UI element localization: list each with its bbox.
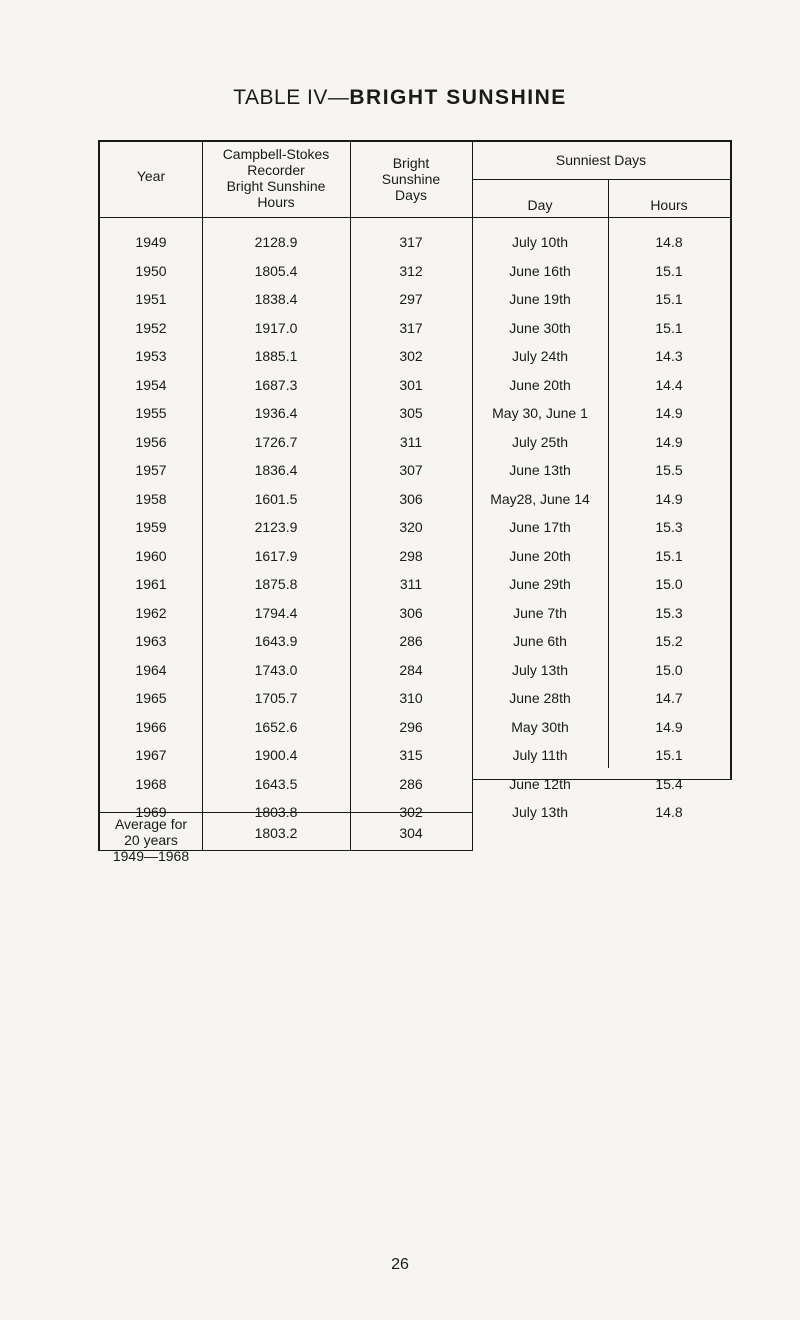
- cell-sunniest-day: June 13th: [509, 462, 571, 478]
- cell-sunshine-days: 311: [399, 576, 423, 592]
- cell-year: 1957: [135, 462, 167, 478]
- cell-sunshine-days: 301: [399, 376, 423, 393]
- cell-sunniest-day: July 13th: [511, 804, 569, 820]
- cell-sunniest-day: June 16th: [509, 262, 571, 279]
- cell-sunshine-days: 312: [399, 262, 423, 279]
- cell-sunshine-days: 311: [399, 433, 423, 450]
- cell-sunshine-hours: 1875.8: [254, 576, 298, 592]
- cell-sunniest-hours: 15.0: [655, 576, 683, 592]
- cell-sunshine-hours: 1617.9: [254, 547, 298, 564]
- cell-year: 1949: [135, 234, 167, 250]
- cell-sunshine-hours: 1743.0: [254, 661, 298, 678]
- cell-sunniest-hours: 15.0: [655, 661, 683, 678]
- cell-sunniest-hours: 14.9: [655, 718, 683, 735]
- cell-year: 1953: [135, 348, 167, 364]
- cell-sunniest-hours: 14.7: [655, 690, 683, 706]
- cell-year: 1964: [135, 661, 167, 678]
- cell-sunniest-day: June 20th: [509, 547, 571, 564]
- cell-sunniest-day: July 10th: [511, 234, 569, 250]
- cell-sunniest-day: June 28th: [509, 690, 571, 706]
- cell-sunniest-hours: 14.9: [655, 433, 683, 450]
- cell-sunniest-hours: 15.5: [655, 462, 683, 478]
- cell-year: 1955: [135, 405, 167, 421]
- header-year: Year: [136, 168, 166, 184]
- cell-year: 1963: [135, 633, 167, 649]
- cell-sunniest-day: June 29th: [509, 576, 571, 592]
- cell-sunniest-day: July 24th: [511, 348, 569, 364]
- cell-sunshine-hours: 1643.9: [254, 633, 298, 649]
- cell-year: 1959: [135, 519, 167, 535]
- cell-sunniest-hours: 15.2: [655, 633, 683, 649]
- cell-sunniest-hours: 14.8: [655, 234, 683, 250]
- cell-year: 1952: [135, 319, 167, 336]
- cell-year: 1967: [135, 747, 167, 763]
- cell-sunshine-hours: 1900.4: [254, 747, 298, 763]
- cell-year: 1951: [135, 291, 167, 307]
- cell-sunshine-days: 305: [399, 405, 423, 421]
- header-bottom-rule: [98, 217, 732, 218]
- cell-year: 1950: [135, 262, 167, 279]
- cell-year: 1962: [135, 604, 167, 621]
- cell-sunshine-hours: 1803.8: [254, 804, 298, 820]
- cell-sunshine-days: 302: [399, 804, 423, 820]
- title-emphasis: BRIGHT SUNSHINE: [349, 86, 567, 109]
- cell-sunshine-days: 317: [399, 234, 423, 250]
- cell-sunniest-day: July 25th: [511, 433, 569, 450]
- table-top-rule: [98, 140, 732, 142]
- cell-sunshine-hours: 1652.6: [254, 718, 298, 735]
- cell-year: 1960: [135, 547, 167, 564]
- cell-sunniest-day: May28, June 14: [490, 490, 590, 507]
- cell-sunniest-hours: 15.1: [655, 262, 683, 279]
- cell-sunniest-hours: 14.3: [655, 348, 683, 364]
- header-campbell-hours: Campbell-Stokes Recorder Bright Sunshine Hours: [222, 146, 330, 210]
- page-title: [0, 86, 800, 110]
- cell-sunshine-days: 317: [399, 319, 423, 336]
- cell-sunshine-days: 315: [399, 747, 423, 763]
- title-prefix: TABLE IV—: [233, 86, 350, 109]
- cell-sunshine-days: 306: [399, 490, 423, 507]
- cell-sunshine-hours: 1643.5: [254, 775, 298, 792]
- cell-sunniest-hours: 14.9: [655, 405, 683, 421]
- header-hours: Hours: [650, 197, 688, 213]
- cell-sunniest-day: June 17th: [509, 519, 571, 535]
- cell-sunshine-days: 320: [399, 519, 423, 535]
- cell-sunshine-days: 310: [399, 690, 423, 706]
- header-bright-days: Bright Sunshine Days: [381, 155, 441, 203]
- cell-sunniest-hours: 14.8: [655, 804, 683, 820]
- cell-sunniest-day: June 19th: [509, 291, 571, 307]
- average-days: 304: [399, 825, 423, 841]
- cell-sunshine-hours: 1705.7: [254, 690, 298, 706]
- cell-sunshine-hours: 1885.1: [254, 348, 298, 364]
- average-hours: 1803.2: [254, 825, 298, 841]
- cell-sunniest-day: June 20th: [509, 376, 571, 393]
- cell-sunniest-day: June 7th: [513, 604, 567, 621]
- header-day: Day: [527, 197, 553, 213]
- cell-sunshine-days: 296: [399, 718, 423, 735]
- cell-sunshine-days: 286: [399, 775, 423, 792]
- page-number: 26: [391, 1256, 409, 1273]
- cell-sunshine-hours: 1805.4: [254, 262, 298, 279]
- cell-sunniest-day: June 30th: [509, 319, 571, 336]
- cell-sunniest-day: June 6th: [513, 633, 567, 649]
- cell-sunshine-hours: 2123.9: [254, 519, 298, 535]
- cell-sunniest-day: May 30, June 1: [492, 405, 588, 421]
- cell-year: 1965: [135, 690, 167, 706]
- cell-sunshine-days: 307: [399, 462, 423, 478]
- cell-sunshine-hours: 2128.9: [254, 234, 298, 250]
- cell-sunniest-hours: 15.1: [655, 547, 683, 564]
- cell-sunshine-days: 302: [399, 348, 423, 364]
- cell-sunniest-hours: 15.1: [655, 747, 683, 763]
- cell-sunshine-days: 306: [399, 604, 423, 621]
- average-label: Average for 20 years 1949—1968: [112, 816, 190, 864]
- cell-year: 1954: [135, 376, 167, 393]
- cell-sunshine-days: 286: [399, 633, 423, 649]
- cell-sunshine-days: 284: [399, 661, 423, 678]
- sunshine-table: [98, 140, 732, 864]
- cell-year: 1956: [135, 433, 167, 450]
- cell-sunshine-hours: 1726.7: [254, 433, 298, 450]
- cell-sunshine-hours: 1601.5: [254, 490, 298, 507]
- cell-sunniest-hours: 14.4: [655, 376, 683, 393]
- cell-sunshine-hours: 1794.4: [254, 604, 298, 621]
- cell-sunshine-hours: 1836.4: [254, 462, 298, 478]
- cell-sunniest-hours: 15.4: [655, 775, 683, 792]
- cell-sunniest-hours: 15.1: [655, 319, 683, 336]
- cell-sunniest-day: July 13th: [511, 661, 569, 678]
- cell-year: 1966: [135, 718, 167, 735]
- cell-sunniest-day: May 30th: [511, 718, 569, 735]
- cell-sunniest-hours: 15.3: [655, 604, 683, 621]
- cell-sunniest-day: June 12th: [509, 775, 571, 792]
- cell-sunniest-hours: 14.9: [655, 490, 683, 507]
- cell-sunshine-hours: 1936.4: [254, 405, 298, 421]
- cell-year: 1969: [135, 804, 167, 820]
- cell-year: 1961: [135, 576, 167, 592]
- header-sunniest-days: Sunniest Days: [555, 152, 647, 168]
- cell-sunshine-days: 298: [399, 547, 423, 564]
- cell-sunshine-days: 297: [399, 291, 423, 307]
- cell-sunshine-hours: 1838.4: [254, 291, 298, 307]
- cell-year: 1968: [135, 775, 167, 792]
- cell-sunniest-hours: 15.1: [655, 291, 683, 307]
- cell-sunshine-hours: 1687.3: [254, 376, 298, 393]
- cell-sunniest-day: July 11th: [512, 747, 568, 763]
- cell-sunniest-hours: 15.3: [655, 519, 683, 535]
- table-right-rule: [730, 140, 732, 780]
- cell-sunshine-hours: 1917.0: [254, 319, 298, 336]
- sunniest-subheader-rule: [472, 179, 732, 180]
- cell-year: 1958: [135, 490, 167, 507]
